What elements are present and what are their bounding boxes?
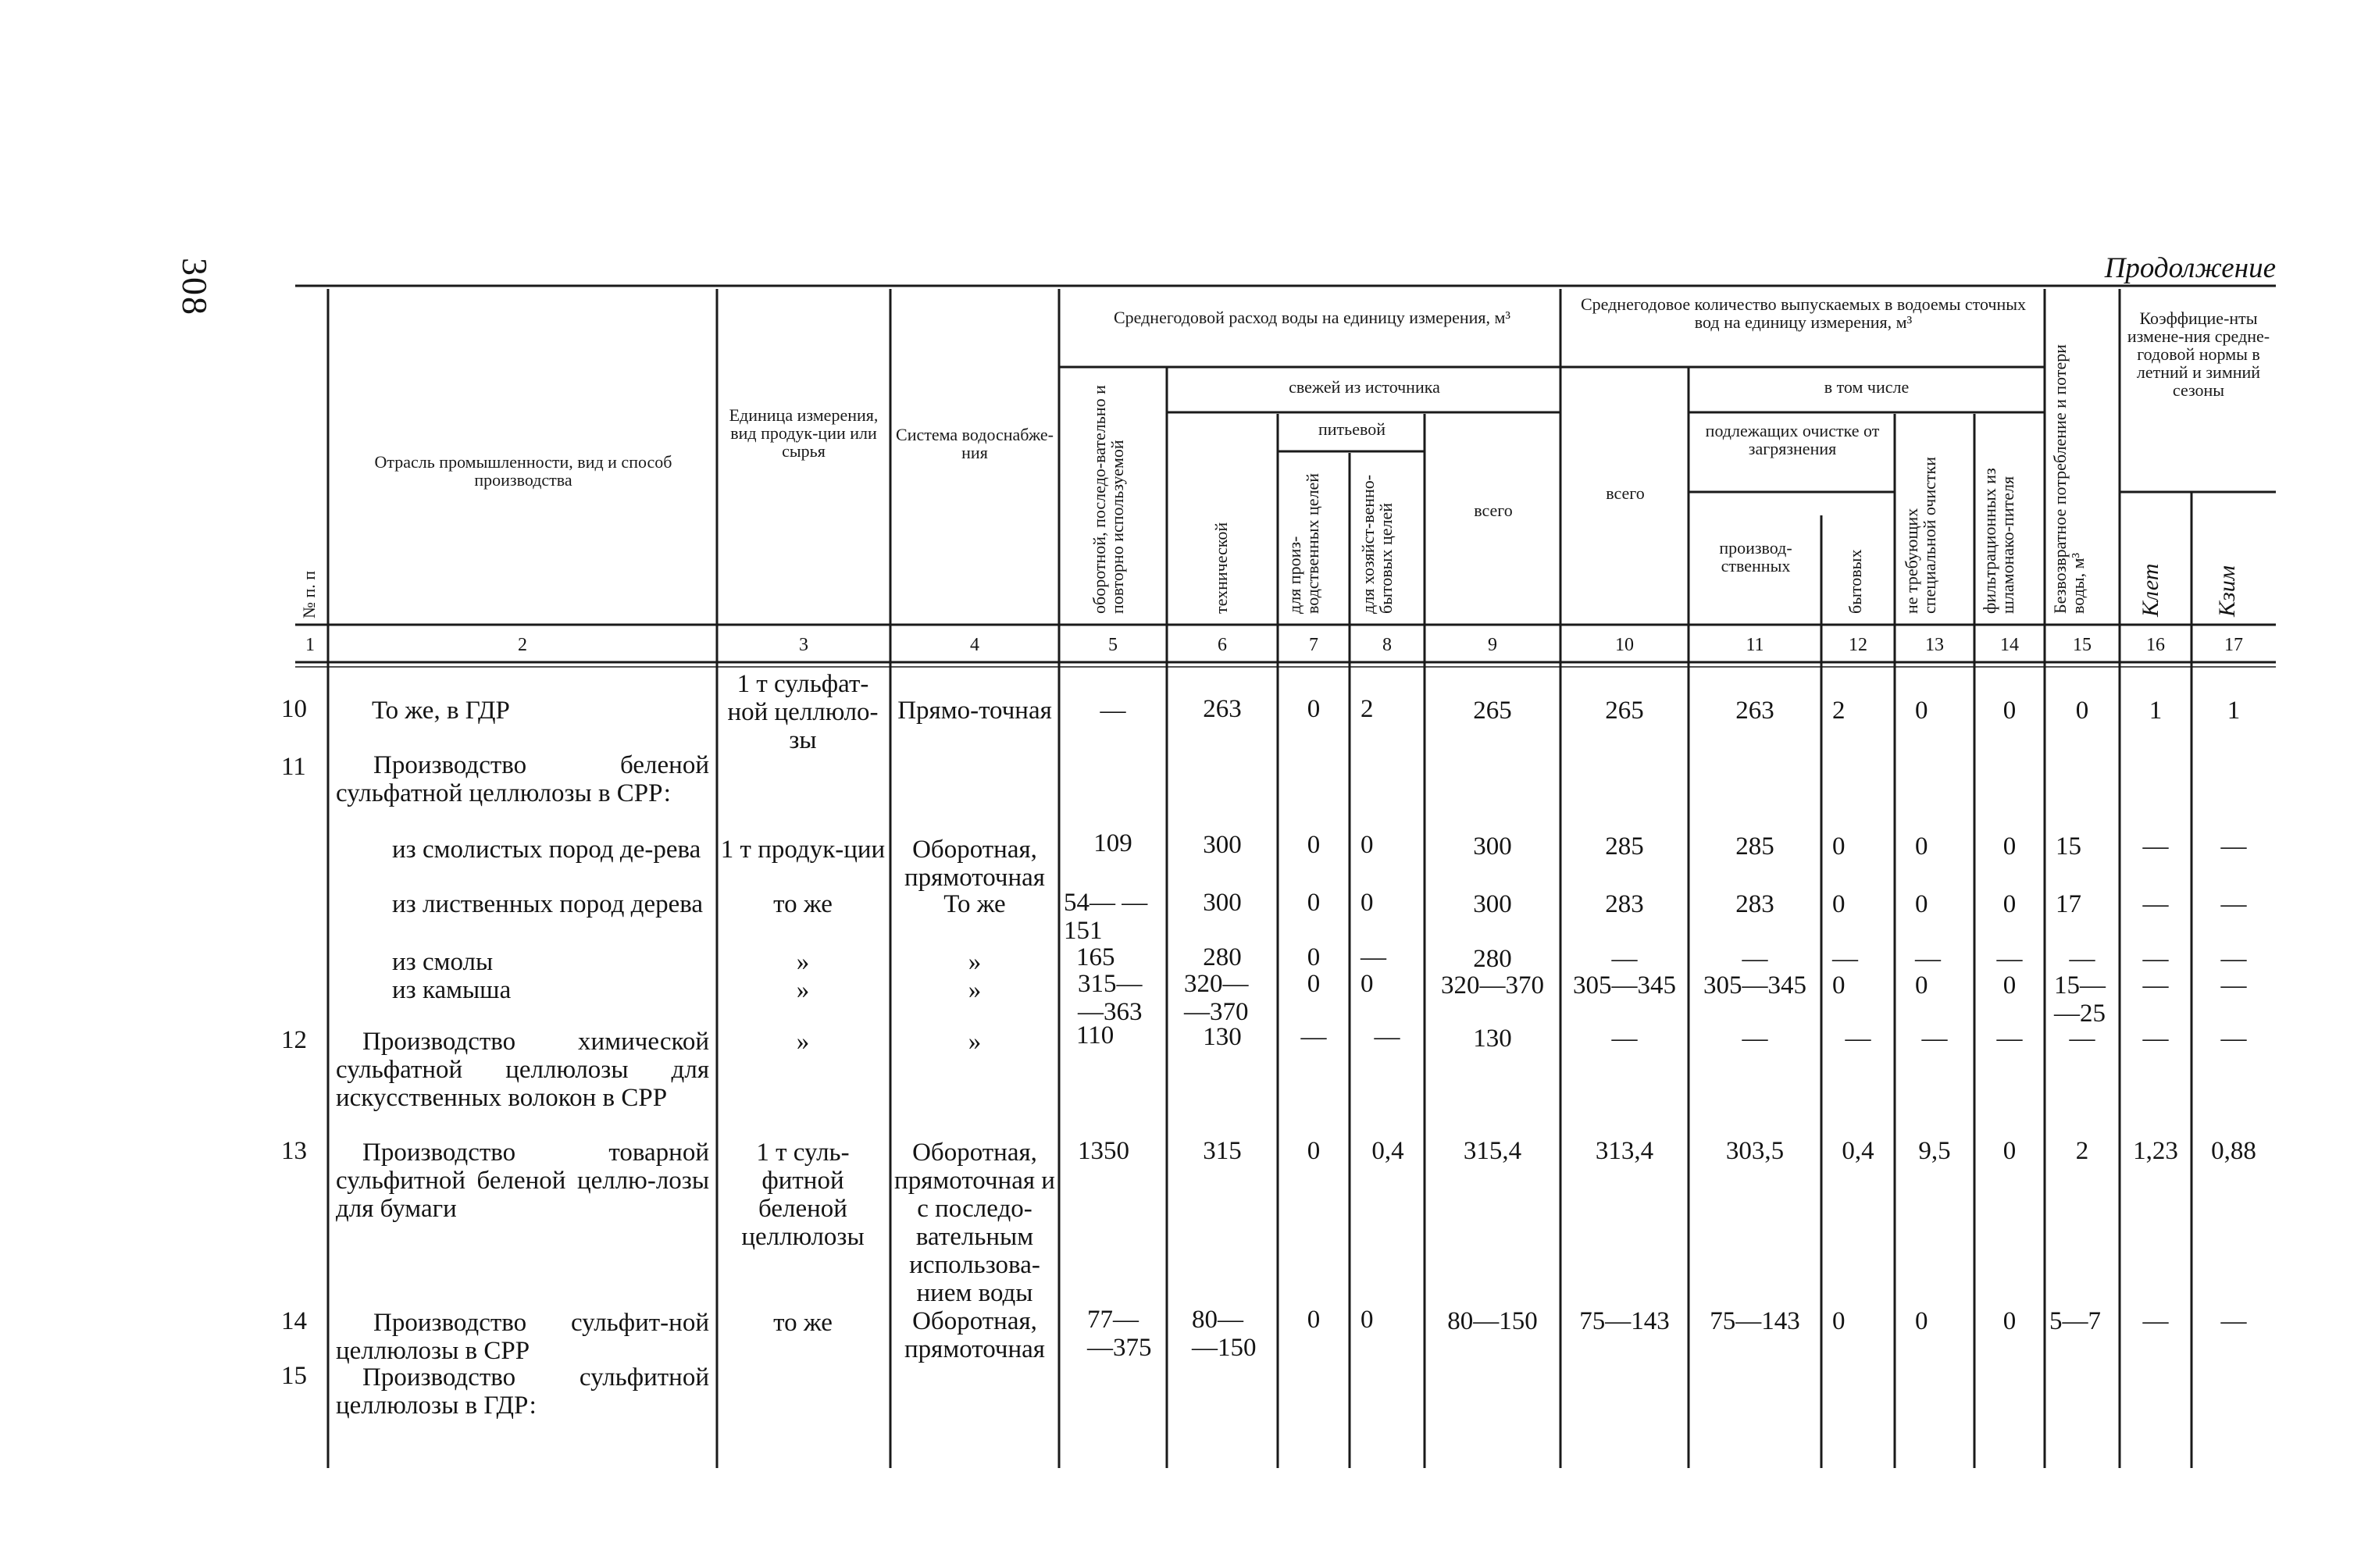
value-k-winter: — <box>2220 971 2247 1000</box>
value-production-wastewater: 283 <box>1735 890 1774 918</box>
value-domestic-wastewater: 0 <box>1832 1307 1846 1335</box>
row-system: Оборотная, прямоточная и с последо-вательным использова-нием воды <box>894 1139 1055 1307</box>
column-number: 9 <box>1488 635 1497 655</box>
header-drinking-group: питьевой <box>1318 419 1385 439</box>
column-number: 4 <box>970 635 979 655</box>
column-number: 14 <box>2000 635 2019 655</box>
row-number: 10 <box>281 695 307 723</box>
value-total-consumption: 300 <box>1473 832 1512 861</box>
value-total-discharge: 285 <box>1605 832 1644 861</box>
value-drinking-production: 0 <box>1307 695 1321 723</box>
value-total-discharge: 283 <box>1605 890 1644 918</box>
header-k-summer: Kлет <box>2138 563 2163 617</box>
value-total-consumption: 280 <box>1473 945 1512 973</box>
value-k-summer: — <box>2142 1025 2169 1053</box>
column-number: 15 <box>2073 635 2092 655</box>
value-recycled: 54— —151 <box>1064 889 1148 945</box>
header-including-group: в том числе <box>1824 377 1910 397</box>
value-k-winter: — <box>2220 890 2247 918</box>
value-k-winter: 0,88 <box>2211 1137 2256 1165</box>
value-drinking-household: — <box>1374 1023 1400 1051</box>
header-irrecoverable-loss: Безвозвратное потребление и потери воды, м³ <box>2050 344 2088 614</box>
value-filtration: 0 <box>2002 890 2017 918</box>
value-k-winter: — <box>2220 1025 2247 1053</box>
value-production-wastewater: 285 <box>1735 832 1774 861</box>
row-number: 13 <box>281 1137 307 1165</box>
row-unit: » <box>796 948 810 976</box>
header-filtration: фильтрационных из шламонако-пителя <box>1980 468 2018 614</box>
row-system: » <box>968 948 982 976</box>
value-total-discharge: 305—345 <box>1573 971 1676 1000</box>
value-technical: 130 <box>1203 1023 1242 1051</box>
value-domestic-wastewater: 2 <box>1832 697 1846 725</box>
row-name: Производство химической сульфатной целлюлозы для искусственных волокон в СРР <box>336 1028 709 1112</box>
value-k-summer: 1,23 <box>2133 1137 2178 1165</box>
header-production-wastewater: производ-ственных <box>1719 538 1792 576</box>
value-recycled: 110 <box>1076 1021 1114 1049</box>
value-k-summer: — <box>2142 971 2169 1000</box>
row-number: 12 <box>281 1026 307 1054</box>
value-technical: 263 <box>1203 695 1242 723</box>
value-loss: 0 <box>2075 697 2089 725</box>
value-filtration: 0 <box>2002 832 2017 861</box>
value-domestic-wastewater: 0 <box>1832 890 1846 918</box>
row-number: 15 <box>281 1362 307 1390</box>
value-total-consumption: 80—150 <box>1447 1307 1538 1335</box>
row-name: Производство сульфит-ной целлюлозы в СРР <box>336 1309 709 1365</box>
value-filtration: 0 <box>2002 1307 2017 1335</box>
row-name: из камыша <box>392 976 512 1004</box>
value-k-summer: — <box>2142 832 2169 861</box>
row-unit: » <box>796 1028 810 1056</box>
value-technical: 315 <box>1203 1137 1242 1165</box>
value-production-wastewater: 75—143 <box>1710 1307 1800 1335</box>
column-number: 11 <box>1746 635 1764 655</box>
value-filtration: — <box>1996 1025 2023 1053</box>
row-number: 11 <box>281 753 306 781</box>
column-number: 7 <box>1309 635 1318 655</box>
value-loss: — <box>2069 1025 2095 1053</box>
value-domestic-wastewater: — <box>1832 945 1858 973</box>
header-consumption-group: Среднегодовой расход воды на единицу измерения, м³ <box>1113 308 1511 327</box>
value-drinking-household: 2 <box>1361 695 1374 723</box>
value-drinking-production: 0 <box>1307 889 1321 917</box>
row-system: Прямо-точная <box>897 697 1052 725</box>
value-technical: 80— —150 <box>1192 1306 1257 1362</box>
value-total-discharge: 265 <box>1605 697 1644 725</box>
row-name: Производство беленой сульфатной целлюлозы в СРР: <box>336 751 709 807</box>
value-k-winter: 1 <box>2227 697 2241 725</box>
value-k-winter: — <box>2220 1307 2247 1335</box>
value-total-consumption: 265 <box>1473 697 1512 725</box>
value-loss: 17 <box>2056 890 2081 918</box>
value-drinking-household: 0 <box>1361 831 1374 859</box>
row-name: из смолистых пород де-рева <box>392 836 701 864</box>
value-drinking-household: 0 <box>1361 970 1374 998</box>
header-fresh-group: свежей из источника <box>1289 377 1440 397</box>
header-coef-group: Коэффицие-нты измене-ния средне-годовой нормы в летний и зимний сезоны <box>2127 308 2270 401</box>
value-domestic-wastewater: 0 <box>1832 971 1846 1000</box>
value-drinking-production: 0 <box>1307 970 1321 998</box>
value-recycled: — <box>1100 697 1126 725</box>
value-domestic-wastewater: 0 <box>1832 832 1846 861</box>
value-total-consumption: 320—370 <box>1441 971 1544 1000</box>
value-total-discharge: — <box>1611 1025 1638 1053</box>
header-water-system: Система водоснабже-ния <box>896 425 1054 463</box>
row-system: Оборотная, прямоточная <box>904 1307 1045 1363</box>
header-total-consumption: всего <box>1474 501 1513 520</box>
value-domestic-wastewater: — <box>1845 1025 1871 1053</box>
header-domestic-wastewater: бытовых <box>1846 549 1865 614</box>
header-discharge-group: Среднегодовое количество выпускаемых в водоемы сточных вод на единицу измерения, м³ <box>1580 294 2027 333</box>
header-industry: Отрасль промышленности, вид и способ производства <box>374 452 672 490</box>
column-number: 16 <box>2146 635 2165 655</box>
value-recycled: 109 <box>1093 829 1132 857</box>
continuation-label: Продолжение <box>2104 252 2276 284</box>
column-number: 10 <box>1615 635 1634 655</box>
value-filtration: 0 <box>2002 697 2017 725</box>
row-name: Производство товарной сульфитной беленой целлю-лозы для бумаги <box>336 1139 709 1223</box>
column-number: 12 <box>1849 635 1867 655</box>
value-no-treatment: 0 <box>1915 832 1928 861</box>
value-technical: 300 <box>1203 889 1242 917</box>
value-filtration: — <box>1996 945 2023 973</box>
value-no-treatment: 9,5 <box>1918 1137 1951 1165</box>
row-system: » <box>968 1028 982 1056</box>
value-production-wastewater: 303,5 <box>1725 1137 1785 1165</box>
value-loss: 15 <box>2056 832 2081 861</box>
value-drinking-production: 0 <box>1307 943 1321 971</box>
value-technical: 320— —370 <box>1184 970 1249 1026</box>
header-k-winter: Kзим <box>2214 565 2240 617</box>
value-total-consumption: 315,4 <box>1463 1137 1522 1165</box>
value-loss: 15— —25 <box>2054 971 2106 1028</box>
header-recycled-water: оборотной, последо-вательно и повторно используемой <box>1089 385 1128 614</box>
value-drinking-household: 0 <box>1361 1306 1374 1334</box>
value-drinking-household: — <box>1361 943 1386 971</box>
column-number: 17 <box>2224 635 2243 655</box>
value-filtration: 0 <box>2002 971 2017 1000</box>
header-technical: технической <box>1211 522 1231 614</box>
column-number: 6 <box>1218 635 1227 655</box>
column-number: 8 <box>1382 635 1392 655</box>
row-unit: » <box>796 976 810 1004</box>
row-name: То же, в ГДР <box>372 697 510 725</box>
value-loss: — <box>2069 945 2095 973</box>
value-k-summer: — <box>2142 890 2169 918</box>
value-no-treatment: — <box>1915 945 1941 973</box>
value-recycled: 1350 <box>1078 1137 1129 1165</box>
header-total-discharge: всего <box>1606 483 1645 503</box>
value-production-wastewater: 263 <box>1735 697 1774 725</box>
value-production-wastewater: — <box>1742 1025 1768 1053</box>
value-production-wastewater: — <box>1742 945 1768 973</box>
value-drinking-production: 0 <box>1307 1306 1321 1334</box>
row-unit: 1 т сульфат-ной целлюло-зы <box>727 670 879 754</box>
row-name: из лиственных пород дерева <box>392 890 704 918</box>
column-number: 3 <box>799 635 808 655</box>
value-total-discharge: 313,4 <box>1595 1137 1654 1165</box>
value-k-winter: — <box>2220 945 2247 973</box>
value-no-treatment: 0 <box>1915 1307 1928 1335</box>
value-domestic-wastewater: 0,4 <box>1842 1137 1874 1165</box>
column-number: 2 <box>518 635 527 655</box>
value-recycled: 77— —375 <box>1087 1306 1152 1362</box>
value-k-winter: — <box>2220 832 2247 861</box>
header-number: № п. п <box>299 570 319 618</box>
value-drinking-production: 0 <box>1307 1137 1321 1165</box>
page-number: 308 <box>175 258 215 316</box>
value-loss: 2 <box>2075 1137 2089 1165</box>
value-total-discharge: — <box>1611 945 1638 973</box>
row-unit: то же <box>773 890 833 918</box>
row-number: 14 <box>281 1307 307 1335</box>
header-drinking-household: для хозяйст-венно-бытовых целей <box>1358 474 1396 614</box>
value-drinking-household: 0,4 <box>1371 1137 1404 1165</box>
value-k-summer: — <box>2142 945 2169 973</box>
value-k-summer: — <box>2142 1307 2169 1335</box>
row-unit: 1 т суль-фитной беленой целлюлозы <box>741 1139 865 1251</box>
column-number: 5 <box>1108 635 1118 655</box>
row-name: Производство сульфитной целлюлозы в ГДР: <box>336 1363 709 1420</box>
row-system: Оборотная, прямоточная <box>904 836 1045 892</box>
row-unit: то же <box>773 1309 833 1337</box>
value-no-treatment: 0 <box>1915 890 1928 918</box>
value-no-treatment: 0 <box>1915 697 1928 725</box>
header-treatment-group: подлежащих очистке от загрязнения <box>1705 421 1880 459</box>
row-system: То же <box>943 890 1006 918</box>
value-total-consumption: 130 <box>1473 1025 1512 1053</box>
value-no-treatment: — <box>1921 1025 1948 1053</box>
value-total-consumption: 300 <box>1473 890 1512 918</box>
column-number: 1 <box>305 635 315 655</box>
value-recycled: 315— —363 <box>1078 970 1143 1026</box>
value-drinking-household: 0 <box>1361 889 1374 917</box>
value-recycled: 165 <box>1076 943 1115 971</box>
value-loss: 5—7 <box>2049 1307 2101 1335</box>
header-drinking-production: для произ-водственных целей <box>1285 472 1323 614</box>
value-technical: 280 <box>1203 943 1242 971</box>
row-name: из смолы <box>392 948 494 976</box>
value-technical: 300 <box>1203 831 1242 859</box>
value-drinking-production: — <box>1300 1023 1327 1051</box>
value-k-summer: 1 <box>2149 697 2163 725</box>
row-unit: 1 т продук-ции <box>720 836 886 864</box>
header-no-treatment: не требующих специальной очистки <box>1902 457 1940 614</box>
value-total-discharge: 75—143 <box>1579 1307 1670 1335</box>
value-no-treatment: 0 <box>1915 971 1928 1000</box>
value-drinking-production: 0 <box>1307 831 1321 859</box>
value-filtration: 0 <box>2002 1137 2017 1165</box>
value-production-wastewater: 305—345 <box>1703 971 1806 1000</box>
row-system: » <box>968 976 982 1004</box>
column-number: 13 <box>1925 635 1944 655</box>
header-unit: Единица измерения, вид продук-ции или сырья <box>729 405 879 461</box>
